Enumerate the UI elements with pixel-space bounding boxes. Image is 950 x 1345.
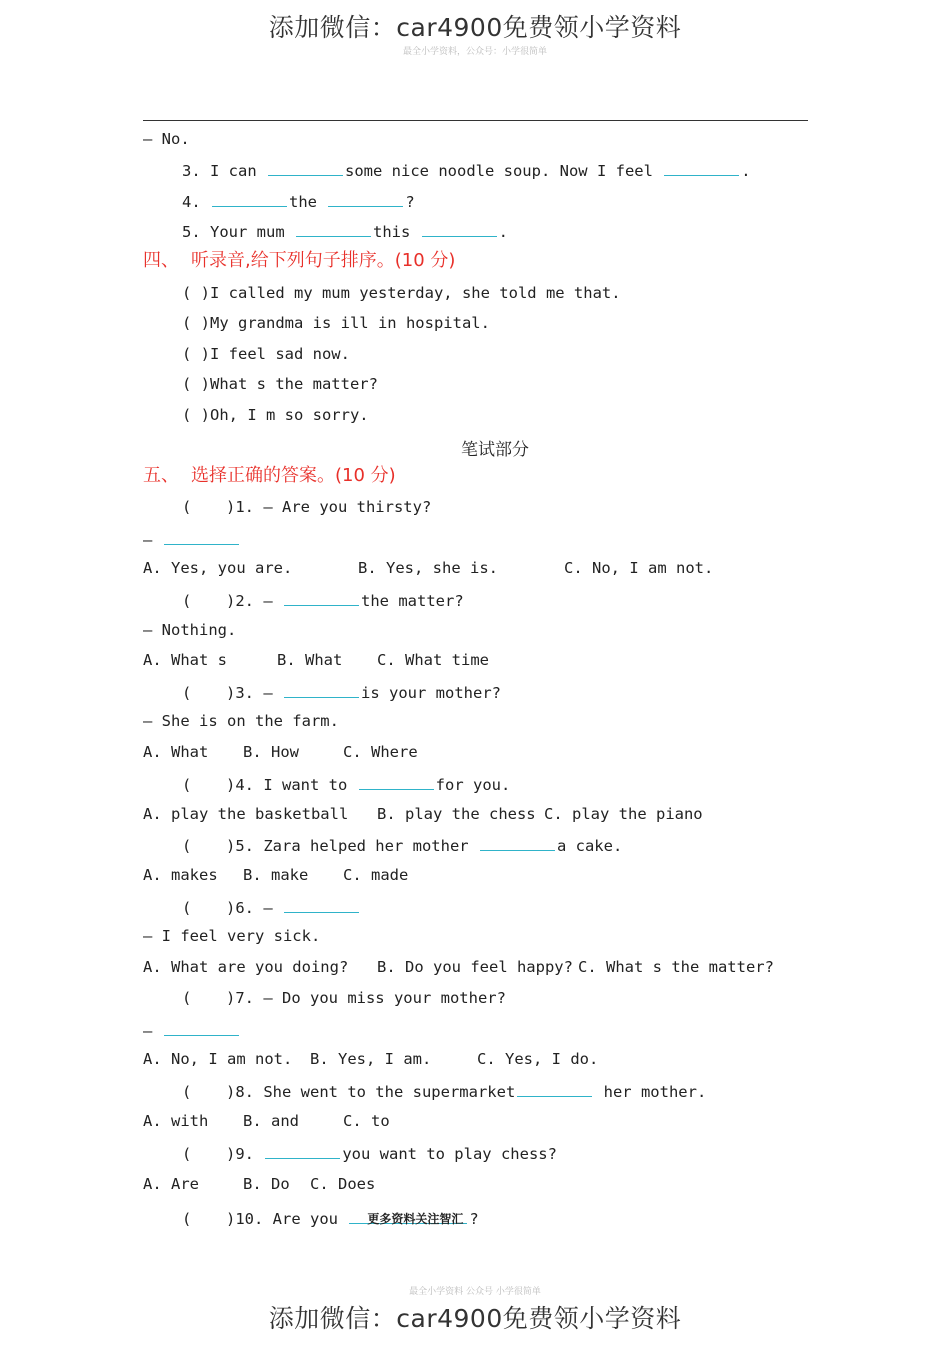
question-stem: the matter? [361,592,464,610]
answer-paren[interactable]: ( [182,498,192,516]
question-stem: ? [469,1210,479,1228]
mc-question-7 [182,988,506,1008]
option-c[interactable]: C. What time [377,651,489,669]
options-line [143,742,418,762]
mc-question-10 [182,1207,479,1229]
answer-blank[interactable] [284,681,359,698]
question-stem: )4. I want to [226,776,357,794]
option-a[interactable]: A. Yes, you are. [143,559,293,577]
option-a[interactable]: A. with [143,1112,209,1130]
watermark-stamp: 更多资料关注智汇 [367,1212,464,1226]
answer-blank[interactable] [265,1142,340,1159]
answer-blank[interactable] [359,773,434,790]
option-b[interactable]: B. and [243,1112,299,1130]
answer-blank[interactable] [164,528,239,545]
answer-paren[interactable]: ( [182,592,192,610]
answer-blank[interactable] [422,220,497,237]
section-title: 听录音,给下列句子排序。(10 分) [191,250,456,271]
fill-question-5 [182,220,508,242]
mc-question-2 [182,589,464,611]
q4-text-c: ? [405,193,415,211]
option-b[interactable]: B. Do you feel happy? [377,958,573,976]
answer-blank[interactable] [328,190,403,207]
q4-text-b: the [289,193,327,211]
wechat-banner-bottom: 添加微信：car4900免费领小学资料 [268,1304,682,1333]
ordering-item: ( )Oh, I m so sorry. [182,406,369,424]
ordering-item: ( )I feel sad now. [182,345,350,363]
reply-line [143,528,241,550]
answer-blank[interactable] [480,834,555,851]
mc-question-9 [182,1142,557,1164]
options-line [143,1174,376,1194]
option-a[interactable]: A. What are you doing? [143,958,349,976]
option-b[interactable]: B. Yes, I am. [310,1050,432,1068]
option-b[interactable]: B. What [277,651,343,669]
answer-paren[interactable]: ( [182,837,192,855]
reply-line [143,1019,241,1041]
ordering-item: ( )I called my mum yesterday, she told me that. [182,284,621,302]
question-stem: a cake. [556,837,623,855]
question-stem: is your mother? [361,684,501,702]
option-c[interactable]: C. Yes, I do. [477,1050,599,1068]
question-stem: )7. — Do you miss your mother? [226,989,506,1007]
answer-blank[interactable] [284,896,359,913]
q5-text-a: 5. Your mum [182,223,294,241]
options-line [143,1049,599,1069]
option-b[interactable]: B. play the chess [377,805,536,823]
question-stem: )1. — Are you thirsty? [226,498,432,516]
answer-paren[interactable]: ( [182,1145,192,1163]
fill-question-3 [182,159,751,181]
fill-question-4 [182,190,415,212]
option-a[interactable]: A. Are [143,1175,199,1193]
section-5-heading [143,465,396,487]
answer-paren[interactable]: ( [182,684,192,702]
question-stem: )9. [226,1145,264,1163]
options-line [143,558,714,578]
reply-line: — I feel very sick. [143,927,321,945]
answer-paren[interactable]: ( [182,776,192,794]
q5-text-c: . [498,223,508,241]
question-stem: )10. Are you [226,1210,348,1228]
ordering-item: ( )My grandma is ill in hospital. [182,314,490,332]
options-line [143,957,774,977]
mc-question-3 [182,681,501,703]
reply-dash: — [143,1022,153,1040]
answer-blank[interactable] [664,159,739,176]
question-stem: )8. She went to the supermarket [226,1083,516,1101]
option-c[interactable]: C. What s the matter? [578,958,774,976]
question-stem: )2. — [226,592,282,610]
answer-paren[interactable]: ( [182,1210,192,1228]
ordering-item: ( )What s the matter? [182,375,378,393]
section-title: 选择正确的答案。(10 分) [191,465,396,486]
answer-blank[interactable] [349,1207,467,1224]
options-line [143,650,489,670]
faint-footer-text: 最全小学资料 公众号 小学很简单 [409,1287,541,1297]
mc-question-8 [182,1080,706,1102]
option-b[interactable]: B. Yes, she is. [358,559,498,577]
option-a[interactable]: A. makes [143,866,218,884]
mc-question-4 [182,773,510,795]
reply-line: — Nothing. [143,621,237,639]
option-c[interactable]: C. play the piano [544,805,703,823]
reply-dash: — [143,531,153,549]
option-c[interactable]: C. to [343,1112,390,1130]
option-a[interactable]: A. What s [143,651,227,669]
option-a[interactable]: A. No, I am not. [143,1050,293,1068]
header-rule [143,120,808,121]
question-stem: you want to play chess? [342,1145,557,1163]
question-stem: )3. — [226,684,282,702]
option-b[interactable]: B. Do [243,1175,290,1193]
option-c[interactable]: C. Where [343,743,418,761]
question-stem: )6. — [226,899,282,917]
wechat-banner-top: 添加微信：car4900免费领小学资料 [268,13,682,42]
mc-question-1 [182,497,431,517]
written-part-title: 笔试部分 [461,440,529,460]
answer-blank[interactable] [268,159,343,176]
answer-blank[interactable] [164,1019,239,1036]
mc-question-5 [182,834,622,856]
options-line [143,804,703,824]
answer-blank[interactable] [296,220,371,237]
question-stem: )5. Zara helped her mother [226,837,478,855]
section-4-heading [143,250,455,272]
faint-header-text: 最全小学资料，公众号：小学很简单 [402,47,547,57]
option-c[interactable]: C. Does [310,1175,376,1193]
q5-text-b: this [372,223,420,241]
option-c[interactable]: C. made [343,866,409,884]
q3-text-b: some nice noodle soup. Now I feel [345,162,663,180]
q3-text-a: 3. I can [182,162,266,180]
section-number: 四、 [143,250,179,271]
option-c[interactable]: C. No, I am not. [564,559,714,577]
question-stem: for you. [435,776,511,794]
answer-paren[interactable]: ( [182,989,192,1007]
answer-blank[interactable] [212,190,287,207]
option-a[interactable]: A. play the basketball [143,805,349,823]
answer-paren[interactable]: ( [182,1083,192,1101]
q3-text-c: . [741,162,751,180]
reply-no: — No. [143,130,190,148]
option-a[interactable]: A. What [143,743,209,761]
q4-text-a: 4. [182,193,210,211]
options-line [143,1111,390,1131]
section-number: 五、 [143,465,179,486]
answer-paren[interactable]: ( [182,899,192,917]
options-line [143,865,409,885]
question-stem: her mother. [594,1083,707,1101]
mc-question-6 [182,896,361,918]
reply-line: — She is on the farm. [143,712,339,730]
answer-blank[interactable] [517,1080,592,1097]
option-b[interactable]: B. How [243,743,299,761]
option-b[interactable]: B. make [243,866,309,884]
answer-blank[interactable] [284,589,359,606]
